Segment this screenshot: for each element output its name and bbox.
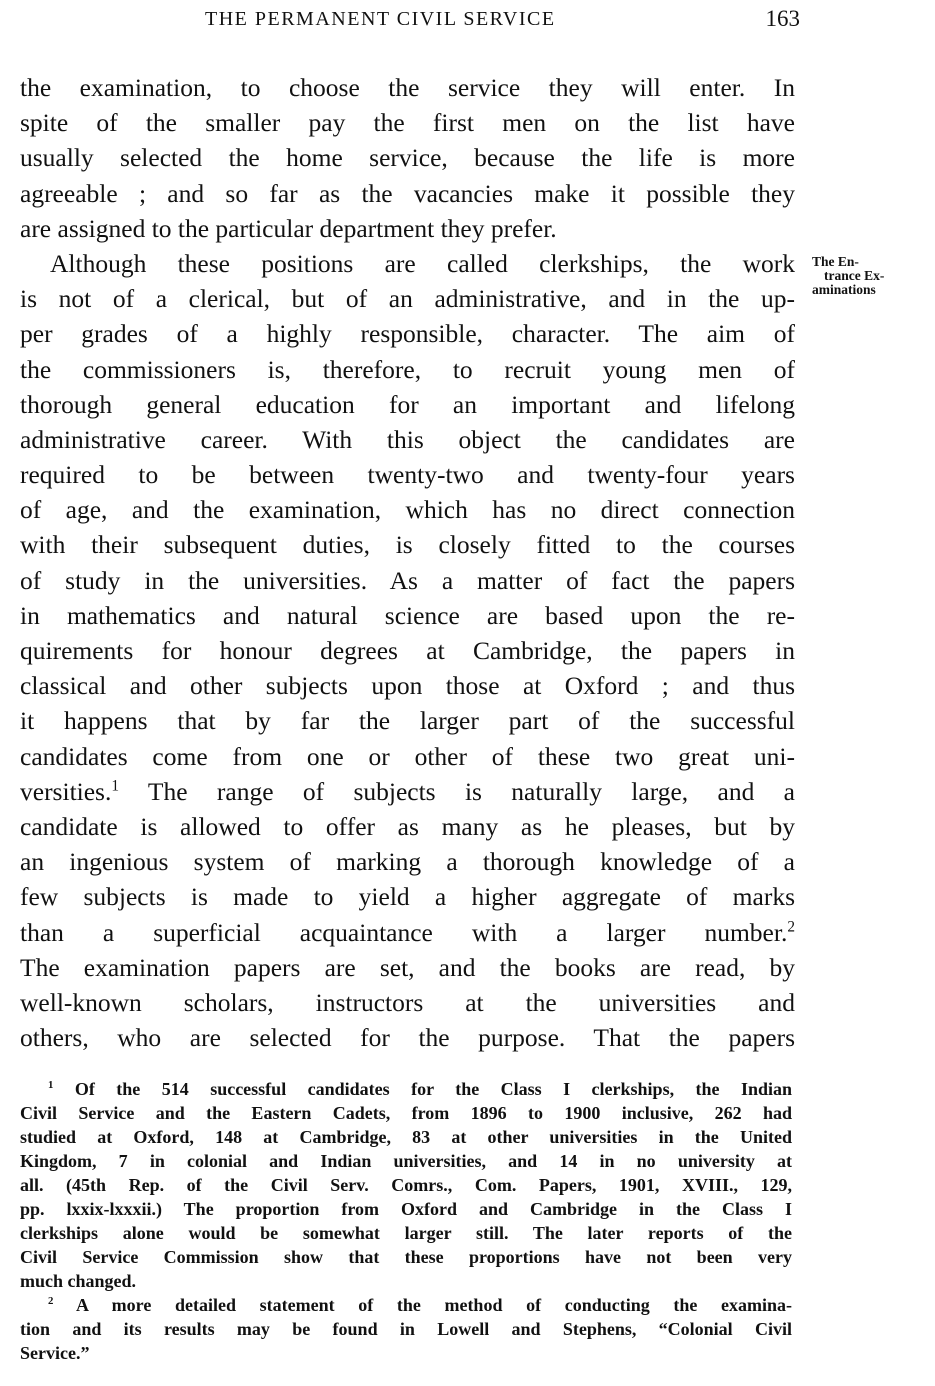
body-line: few subjects is made to yield a higher aggregate of marks <box>20 882 795 912</box>
body-line: an ingenious system of marking a thorough knowledge of a <box>20 847 795 877</box>
footnote-line: clerkships alone would be somewhat larger still. The later reports of the <box>20 1223 792 1243</box>
body-line: the commissioners is, therefore, to recruit young men of <box>20 354 795 384</box>
body-line: others, who are selected for the purpose. That the papers <box>20 1023 795 1053</box>
body-line: candidate is allowed to offer as many as he pleases, but by <box>20 811 795 841</box>
body-line <box>20 774 795 809</box>
footnote-line: Kingdom, 7 in colonial and Indian universities, and 14 in no university at <box>20 1151 792 1171</box>
body-line: The examination papers are set, and the books are read, by <box>20 952 795 982</box>
body-line: in mathematics and natural science are based upon the re- <box>20 600 795 630</box>
footnote-ref: 1 <box>111 777 120 795</box>
footnote-line: Civil Service and the Eastern Cadets, from 1896 to 1900 inclusive, 262 had <box>20 1103 792 1123</box>
body-line: quirements for honour degrees at Cambridge, the papers in <box>20 636 795 665</box>
body-line: usually selected the home service, because the life is more <box>20 143 795 173</box>
body-line: the examination, to choose the service they will enter. In <box>20 73 795 102</box>
footnote-line: tion and its results may be found in Lowell and Stephens, “Colonial Civil <box>20 1319 792 1339</box>
footnote-line <box>20 1293 792 1317</box>
marginal-note-line: The En- <box>812 254 859 269</box>
marginal-note <box>812 255 927 297</box>
body-line: thorough general education for an important and lifelong <box>20 389 795 419</box>
body-line-segment: versities. <box>20 776 112 806</box>
body-line: with their subsequent duties, is closely fitted to the courses <box>20 530 795 560</box>
footnote-line: Service.” <box>20 1343 90 1363</box>
marginal-note-line: trance Ex- <box>824 268 885 283</box>
body-line: of study in the universities. As a matter of fact the papers <box>20 565 795 595</box>
body-line: Although these positions are called clerkships, the work <box>50 248 795 278</box>
footnote-text: Of the 514 successful candidates for the Class I clerkships, the Indian <box>74 1079 792 1099</box>
footnote-line <box>20 1077 792 1101</box>
body-line: it happens that by far the larger part of the successful <box>20 706 795 736</box>
body-line: well-known scholars, instructors at the universities and <box>20 987 795 1017</box>
footnote-line: all. (45th Rep. of the Civil Serv. Comrs., Com. Papers, 1901, XVIII., 129, <box>20 1175 792 1195</box>
footnote-marker: 1 <box>48 1079 54 1091</box>
body-line <box>20 915 795 950</box>
footnote-line: studied at Oxford, 148 at Cambridge, 83 at other universities in the United <box>20 1127 792 1147</box>
marginal-note-line: aminations <box>812 282 876 297</box>
footnote-line: Civil Service Commission show that these proportions have not been very <box>20 1247 792 1267</box>
body-line: candidates come from one or other of these two great uni- <box>20 741 795 771</box>
body-text <box>20 70 795 1055</box>
body-line: required to be between twenty-two and twenty-four years <box>20 460 795 490</box>
body-line: of age, and the examination, which has no direct connection <box>20 495 795 525</box>
footnote-marker: 2 <box>48 1295 54 1307</box>
body-line: classical and other subjects upon those at Oxford ; and thus <box>20 671 795 701</box>
footnote-ref: 2 <box>787 918 795 935</box>
body-line-segment: than a superficial acquaintance with a larger number. <box>20 917 788 947</box>
body-line-segment: The range of subjects is naturally large, and a <box>147 776 795 806</box>
running-title: THE PERMANENT CIVIL SERVICE <box>205 8 556 30</box>
footnote-text: A more detailed statement of the method of conducting the examina- <box>76 1295 792 1315</box>
body-line: per grades of a highly responsible, character. The aim of <box>20 319 795 349</box>
footnote-line: much changed. <box>20 1271 137 1291</box>
running-head <box>20 6 800 40</box>
footnote-line: pp. lxxix-lxxxii.) The proportion from Oxford and Cambridge in the Class I <box>20 1199 792 1219</box>
body-line: agreeable ; and so far as the vacancies make it possible they <box>20 178 795 208</box>
footnotes <box>20 1077 792 1365</box>
body-line: spite of the smaller pay the first men on the list have <box>20 108 795 138</box>
body-line: is not of a clerical, but of an administrative, and in the up- <box>20 284 795 314</box>
body-line: administrative career. With this object the candidates are <box>20 424 795 454</box>
page-number: 163 <box>765 6 800 31</box>
body-line: are assigned to the particular department they prefer. <box>20 213 557 243</box>
